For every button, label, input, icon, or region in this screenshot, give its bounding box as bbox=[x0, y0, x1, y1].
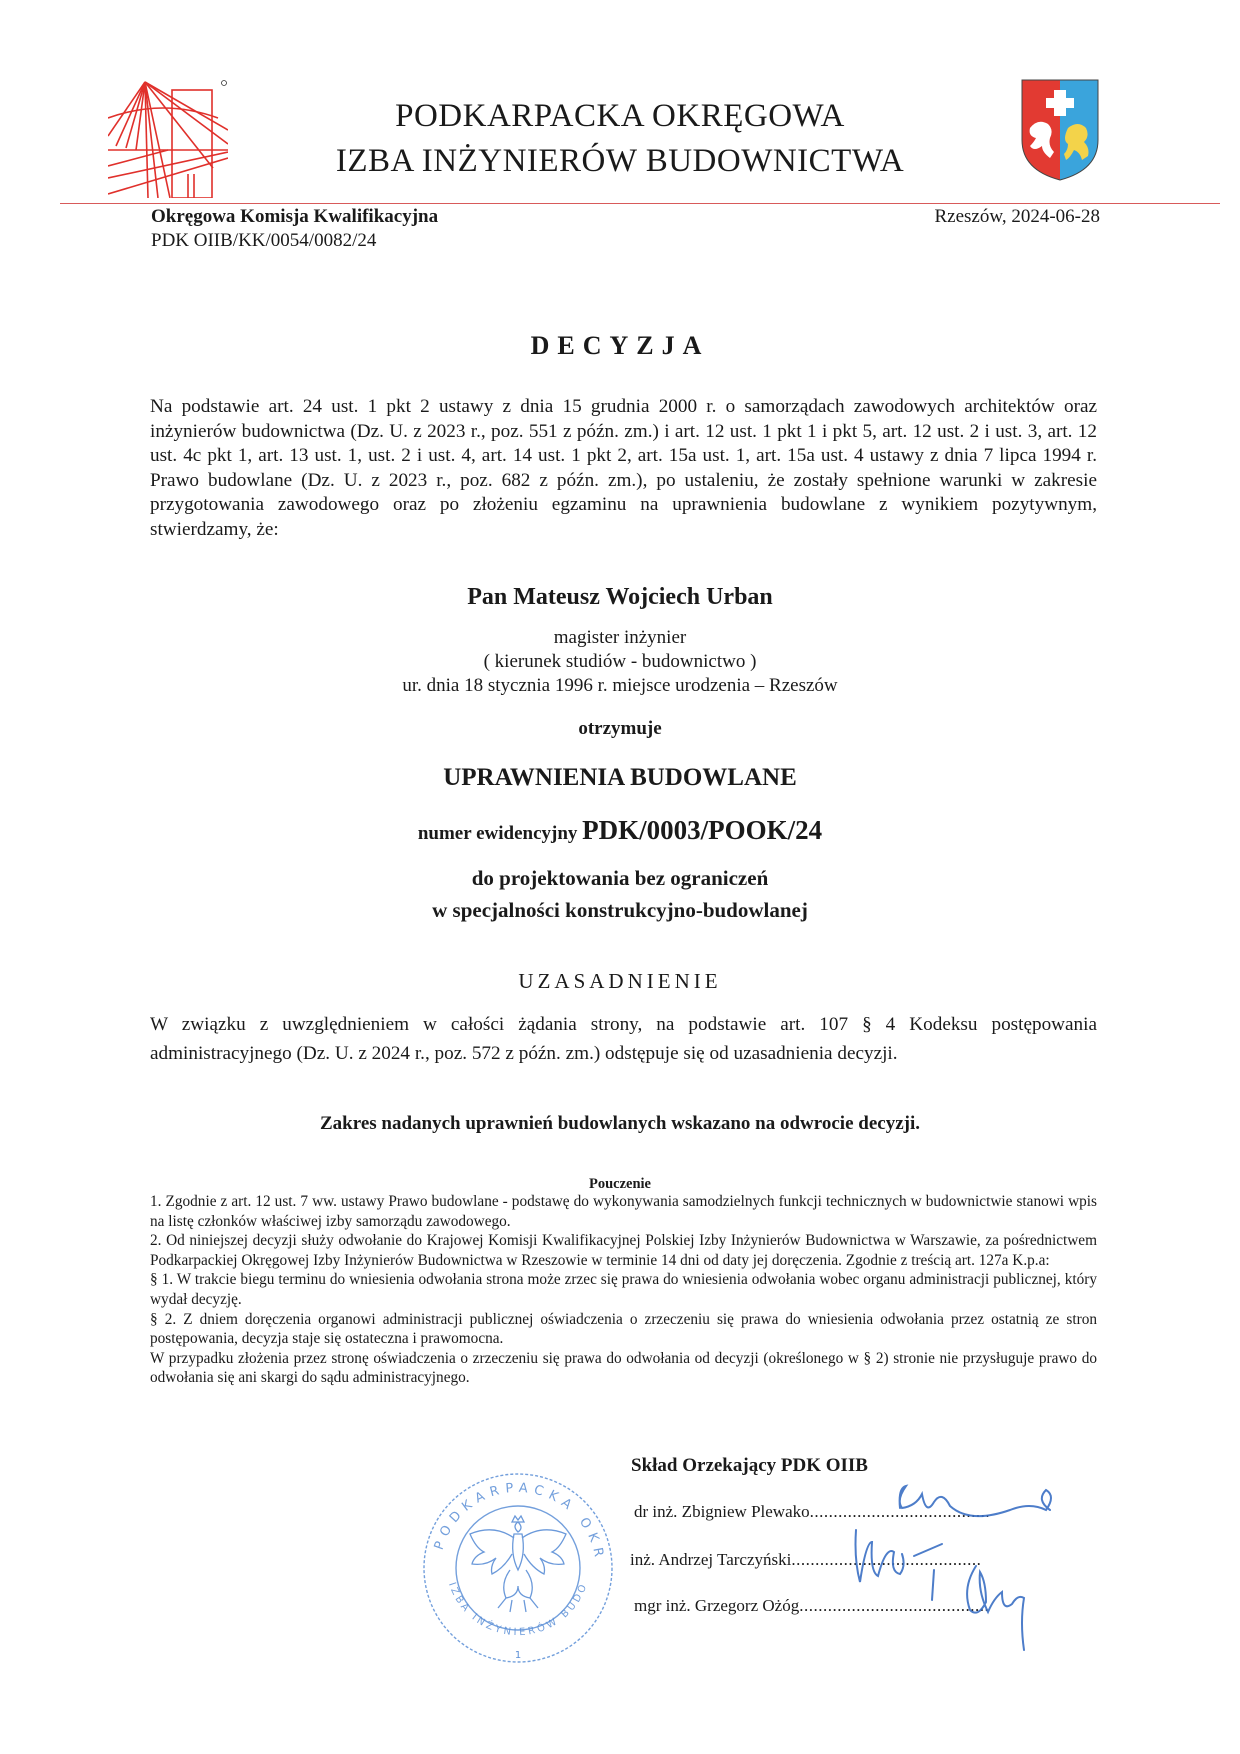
instruction-paragraph: 1. Zgodnie z art. 12 ust. 7 ww. ustawy Prawo budowlane - podstawę do wykonywania samodzielnych funkcji technicznych w budownictwie stanowi wpis na listę członków właściwej izby samorządu zawodowego. bbox=[150, 1193, 1097, 1230]
instruction-block bbox=[150, 1192, 1097, 1388]
instruction-title: Pouczenie bbox=[588, 1176, 651, 1192]
academic-degree: magister inżynier bbox=[553, 627, 687, 648]
stamp-number: 1 bbox=[514, 1650, 522, 1661]
handwritten-signatures-icon bbox=[840, 1470, 1130, 1655]
piib-bridge-logo-icon bbox=[108, 78, 228, 198]
registration-label: numer ewidencyjny bbox=[417, 823, 578, 844]
podkarpackie-coat-of-arms-icon bbox=[1020, 78, 1100, 182]
permit-scope-line2: w specjalności konstrukcyjno-budowlanej bbox=[432, 898, 808, 922]
document-title: DECYZJA bbox=[530, 331, 710, 360]
field-of-study: ( kierunek studiów - budownictwo ) bbox=[483, 651, 757, 672]
instruction-paragraph: § 2. Z dniem doręczenia organowi administracji publicznej oświadczenia o zrzeczeniu się prawa do wniesienia odwołania przez ostatnią ze stron postępowania, decyzja staje się ostateczna i prawomocna. bbox=[150, 1310, 1097, 1348]
panel-title: Skład Orzekający PDK OIIB bbox=[631, 1455, 868, 1476]
place-date: Rzeszów, 2024-06-28 bbox=[934, 206, 1100, 227]
header-separator bbox=[60, 203, 1220, 204]
receives-label: otrzymuje bbox=[578, 718, 662, 739]
justification-title: UZASADNIENIE bbox=[518, 969, 722, 993]
signature-dots: ...................................... bbox=[809, 1502, 991, 1521]
permit-scope-line1: do projektowania bez ograniczeń bbox=[471, 866, 769, 890]
instruction-paragraph: § 1. W trakcie biegu terminu do wniesienia odwołania strona może zrzec się prawa do wniesienia odwołania wobec organu administracji publicznej, który wydał decyzję. bbox=[150, 1271, 1097, 1308]
stamp-text-bottom: IZBA INŻYNIERÓW BUDO bbox=[446, 1580, 591, 1639]
signature-dots: ........................................ bbox=[799, 1596, 990, 1615]
permit-title: UPRAWNIENIA BUDOWLANE bbox=[443, 764, 797, 791]
legal-basis-paragraph: Na podstawie art. 24 ust. 1 pkt 2 ustawy z dnia 15 grudnia 2000 r. o samorządach zawodowych architektów oraz inżynierów budownictwa (Dz. U. z 2023 r., poz. 551 z późn. zm.) i art. 12 ust. 1 pkt 1 i pkt 5, art. 12 ust. 2 i ust. 3, art. 12 ust. 4c pkt 1, art. 13 ust. 1, ust. 2 i ust. 4, art. 14 ust. 1 pkt 2, art. 15a ust. 1, art. 15a ust. 4 ustawy z dnia 7 lipca 1994 r. Prawo budowlane (Dz. U. z 2023 r., poz. 682 z późn. zm.), po ustaleniu, że zostały spełnione warunki w zakresie przygotowania zawodowego oraz po złożeniu egzaminu na uprawnienia budowlane z wynikiem pozytywnym, stwierdzamy, że: bbox=[150, 396, 1097, 540]
commission-name: Okręgowa Komisja Kwalifikacyjna bbox=[151, 206, 439, 227]
justification-text: W związku z uwzględnieniem w całości żądania strony, na podstawie art. 107 § 4 Kodeksu postępowania administracyjnego (Dz. U. z 2024 r., poz. 572 z późn. zm.) odstępuje się od uzasadnienia decyzji. bbox=[150, 1014, 1097, 1064]
signature-dots: ........................................ bbox=[791, 1550, 982, 1569]
org-name-line1: PODKARPACKA OKRĘGOWA bbox=[395, 98, 845, 134]
polish-eagle-stamp-icon bbox=[418, 1460, 618, 1670]
birth-info: ur. dnia 18 stycznia 1996 r. miejsce urodzenia – Rzeszów bbox=[402, 675, 838, 696]
person-name: Pan Mateusz Wojciech Urban bbox=[467, 584, 773, 610]
member-name: mgr inż. Grzegorz Ożóg bbox=[634, 1596, 800, 1615]
instruction-paragraph: W przypadku złożenia przez stronę oświadczenia o zrzeczeniu się prawa do odwołania od decyzji (określonego w § 2) stronie nie przysługuje prawo do odwołania się ani skargi do sądu administracyjnego. bbox=[150, 1349, 1097, 1387]
registration-number: PDK/0003/POOK/24 bbox=[582, 815, 823, 845]
scope-note: Zakres nadanych uprawnień budowlanych wskazano na odwrocie decyzji. bbox=[319, 1113, 920, 1134]
member-name: inż. Andrzej Tarczyński bbox=[630, 1550, 792, 1569]
member-name: dr inż. Zbigniew Plewako bbox=[634, 1502, 810, 1521]
case-number: PDK OIIB/KK/0054/0082/24 bbox=[151, 230, 377, 251]
org-name-line2: IZBA INŻYNIERÓW BUDOWNICTWA bbox=[335, 143, 905, 179]
instruction-paragraph: 2. Od niniejszej decyzji służy odwołanie do Krajowej Komisji Kwalifikacyjnej Polskiej Izby Inżynierów Budownictwa w Warszawie, za pośrednictwem Podkarpackiej Okręgowej Izby Inżynierów Budownictwa w Rzeszowie w terminie 14 dni od daty jej doręczenia. Zgodnie z treścią art. 127a K.p.a: bbox=[150, 1232, 1097, 1269]
registration-line bbox=[0, 815, 1240, 846]
stamp-text-top: PODKARPACKA OKR bbox=[431, 1480, 607, 1564]
